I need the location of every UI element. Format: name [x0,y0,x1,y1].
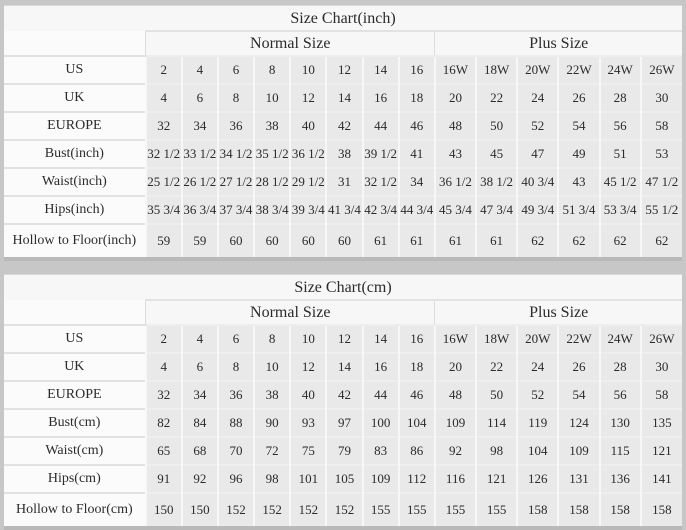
size-value-cell: 30 [641,353,682,381]
corner-cell [4,31,146,56]
size-value-cell: 8 [254,56,290,84]
size-value-cell: 97 [326,409,362,437]
corner-cell [4,300,146,325]
size-value-cell: 16 [363,353,399,381]
size-value-cell: 40 3/4 [517,168,558,196]
table-row [4,437,682,465]
size-value-cell: 18W [476,325,517,353]
size-value-cell: 38 3/4 [254,196,290,224]
size-value-cell: 25 1/2 [146,168,182,196]
size-value-cell: 43 [435,140,476,168]
size-value-cell: 2 [146,56,182,84]
size-value-cell: 50 [476,112,517,140]
size-value-cell: 36 3/4 [182,196,218,224]
size-value-cell: 50 [476,381,517,409]
size-value-cell: 42 [326,112,362,140]
size-value-cell: 26W [641,325,682,353]
size-value-cell: 96 [218,465,254,493]
size-value-cell: 82 [146,409,182,437]
size-value-cell: 12 [326,56,362,84]
size-value-cell: 47 [517,140,558,168]
size-value-cell: 14 [326,84,362,112]
size-value-cell: 51 3/4 [558,196,599,224]
size-value-cell: 6 [218,325,254,353]
size-value-cell: 72 [254,437,290,465]
size-value-cell: 24 [517,353,558,381]
size-chart-cm [4,274,682,530]
size-value-cell: 18W [476,56,517,84]
size-value-cell: 34 1/2 [218,140,254,168]
size-value-cell: 16W [435,325,476,353]
size-value-cell: 54 [558,381,599,409]
row-label: Bust(inch) [4,140,146,168]
table-row [4,381,682,409]
size-value-cell: 34 [182,381,218,409]
size-value-cell: 54 [558,112,599,140]
size-value-cell: 26 [558,353,599,381]
size-value-cell: 109 [558,437,599,465]
table-row [4,493,682,526]
size-value-cell: 20W [517,325,558,353]
size-value-cell: 61 [476,224,517,257]
size-value-cell: 28 [600,353,641,381]
size-value-cell: 60 [254,224,290,257]
size-value-cell: 58 [641,381,682,409]
size-value-cell: 48 [435,381,476,409]
size-value-cell: 135 [641,409,682,437]
size-value-cell: 34 [182,112,218,140]
size-value-cell: 88 [218,409,254,437]
size-value-cell: 75 [290,437,326,465]
table-row [4,112,682,140]
size-value-cell: 158 [641,493,682,526]
size-value-cell: 155 [363,493,399,526]
size-value-cell: 37 3/4 [218,196,254,224]
size-value-cell: 42 [326,381,362,409]
row-label: Waist(cm) [4,437,146,465]
size-value-cell: 141 [641,465,682,493]
size-value-cell: 20 [435,353,476,381]
size-value-cell: 61 [435,224,476,257]
size-value-cell: 114 [476,409,517,437]
table-title: Size Chart(inch) [290,9,396,27]
size-value-cell: 130 [600,409,641,437]
row-label: EUROPE [4,381,146,409]
size-value-cell: 126 [517,465,558,493]
size-value-cell: 86 [399,437,435,465]
size-value-cell: 58 [641,112,682,140]
size-value-cell: 98 [254,465,290,493]
size-value-cell: 4 [182,56,218,84]
size-value-cell: 48 [435,112,476,140]
size-value-cell: 116 [435,465,476,493]
size-value-cell: 4 [146,353,182,381]
normal-size-header: Normal Size [146,300,435,325]
title-row [4,275,682,300]
size-value-cell: 53 [641,140,682,168]
size-value-cell: 79 [326,437,362,465]
size-value-cell: 18 [399,84,435,112]
size-value-cell: 12 [290,84,326,112]
size-value-cell: 41 3/4 [326,196,362,224]
size-value-cell: 60 [218,224,254,257]
size-value-cell: 20 [435,84,476,112]
size-value-cell: 45 1/2 [600,168,641,196]
size-value-cell: 12 [290,353,326,381]
size-value-cell: 16 [399,56,435,84]
size-value-cell: 152 [290,493,326,526]
table-row [4,325,682,353]
size-value-cell: 40 [290,112,326,140]
size-value-cell: 32 [146,381,182,409]
size-chart-inch [4,5,682,261]
plus-size-header: Plus Size [435,300,682,325]
size-value-cell: 53 3/4 [600,196,641,224]
size-value-cell: 6 [182,84,218,112]
row-label: Waist(inch) [4,168,146,196]
size-value-cell: 49 [558,140,599,168]
size-value-cell: 8 [254,325,290,353]
size-value-cell: 22W [558,56,599,84]
size-value-cell: 36 [218,381,254,409]
size-value-cell: 47 3/4 [476,196,517,224]
table-row [4,168,682,196]
size-value-cell: 14 [363,56,399,84]
size-value-cell: 16W [435,56,476,84]
size-value-cell: 6 [218,56,254,84]
size-value-cell: 2 [146,325,182,353]
size-value-cell: 24W [600,56,641,84]
size-value-cell: 28 1/2 [254,168,290,196]
size-value-cell: 29 1/2 [290,168,326,196]
size-value-cell: 55 1/2 [641,196,682,224]
row-label: Hollow to Floor(cm) [4,493,146,526]
row-label: UK [4,353,146,381]
size-value-cell: 8 [218,353,254,381]
normal-size-header: Normal Size [146,31,435,56]
size-value-cell: 33 1/2 [182,140,218,168]
size-value-cell: 136 [600,465,641,493]
size-value-cell: 61 [363,224,399,257]
size-chart-table [4,6,682,257]
size-value-cell: 26 [558,84,599,112]
row-label: Hips(cm) [4,465,146,493]
size-value-cell: 155 [435,493,476,526]
group-header-row [4,300,682,325]
size-value-cell: 31 [326,168,362,196]
size-value-cell: 32 1/2 [363,168,399,196]
size-value-cell: 155 [476,493,517,526]
plus-size-header: Plus Size [435,31,682,56]
size-value-cell: 32 [146,112,182,140]
size-value-cell: 26W [641,56,682,84]
size-value-cell: 155 [399,493,435,526]
size-value-cell: 6 [182,353,218,381]
size-value-cell: 92 [182,465,218,493]
size-value-cell: 26 1/2 [182,168,218,196]
table-row [4,465,682,493]
size-value-cell: 24W [600,325,641,353]
size-value-cell: 27 1/2 [218,168,254,196]
table-row [4,409,682,437]
size-value-cell: 121 [476,465,517,493]
size-value-cell: 14 [326,353,362,381]
size-value-cell: 56 [600,112,641,140]
size-value-cell: 109 [435,409,476,437]
size-value-cell: 83 [363,437,399,465]
size-value-cell: 131 [558,465,599,493]
size-value-cell: 91 [146,465,182,493]
size-value-cell: 59 [146,224,182,257]
size-value-cell: 100 [363,409,399,437]
size-value-cell: 43 [558,168,599,196]
size-value-cell: 16 [363,84,399,112]
size-value-cell: 10 [290,56,326,84]
size-value-cell: 16 [399,325,435,353]
size-value-cell: 62 [641,224,682,257]
size-value-cell: 158 [558,493,599,526]
size-value-cell: 22 [476,353,517,381]
title-row [4,6,682,31]
size-value-cell: 70 [218,437,254,465]
size-value-cell: 152 [254,493,290,526]
size-value-cell: 4 [182,325,218,353]
size-value-cell: 10 [254,84,290,112]
size-value-cell: 112 [399,465,435,493]
size-value-cell: 92 [435,437,476,465]
size-value-cell: 61 [399,224,435,257]
size-value-cell: 158 [600,493,641,526]
size-value-cell: 44 [363,381,399,409]
size-value-cell: 56 [600,381,641,409]
size-value-cell: 60 [290,224,326,257]
size-value-cell: 36 1/2 [435,168,476,196]
size-value-cell: 124 [558,409,599,437]
size-value-cell: 38 [254,381,290,409]
size-value-cell: 10 [290,325,326,353]
size-value-cell: 4 [146,84,182,112]
table-row [4,224,682,257]
size-value-cell: 24 [517,84,558,112]
size-value-cell: 46 [399,112,435,140]
size-value-cell: 121 [641,437,682,465]
size-value-cell: 59 [182,224,218,257]
size-value-cell: 36 [218,112,254,140]
row-label: Hollow to Floor(inch) [4,224,146,257]
group-header-row [4,31,682,56]
size-value-cell: 84 [182,409,218,437]
size-value-cell: 44 [363,112,399,140]
row-label: US [4,56,146,84]
size-value-cell: 105 [326,465,362,493]
size-value-cell: 28 [600,84,641,112]
size-value-cell: 32 1/2 [146,140,182,168]
size-value-cell: 8 [218,84,254,112]
size-value-cell: 22 [476,84,517,112]
size-value-cell: 38 1/2 [476,168,517,196]
row-label: US [4,325,146,353]
size-value-cell: 46 [399,381,435,409]
size-value-cell: 34 [399,168,435,196]
size-value-cell: 51 [600,140,641,168]
size-value-cell: 42 3/4 [363,196,399,224]
size-value-cell: 38 [254,112,290,140]
size-value-cell: 150 [146,493,182,526]
size-value-cell: 49 3/4 [517,196,558,224]
size-value-cell: 20W [517,56,558,84]
size-value-cell: 18 [399,353,435,381]
table-row [4,353,682,381]
table-title: Size Chart(cm) [294,278,392,296]
row-label: UK [4,84,146,112]
size-value-cell: 14 [363,325,399,353]
table-row [4,140,682,168]
table-row [4,196,682,224]
size-value-cell: 60 [326,224,362,257]
size-value-cell: 104 [517,437,558,465]
table-row [4,56,682,84]
size-value-cell: 39 1/2 [363,140,399,168]
size-value-cell: 30 [641,84,682,112]
size-value-cell: 65 [146,437,182,465]
size-value-cell: 35 1/2 [254,140,290,168]
size-value-cell: 44 3/4 [399,196,435,224]
size-value-cell: 45 3/4 [435,196,476,224]
size-value-cell: 150 [182,493,218,526]
size-value-cell: 41 [399,140,435,168]
size-value-cell: 152 [218,493,254,526]
size-chart-table [4,275,682,526]
size-value-cell: 38 [326,140,362,168]
size-value-cell: 35 3/4 [146,196,182,224]
size-value-cell: 52 [517,112,558,140]
size-value-cell: 10 [254,353,290,381]
row-label: Bust(cm) [4,409,146,437]
size-value-cell: 93 [290,409,326,437]
size-value-cell: 119 [517,409,558,437]
size-value-cell: 45 [476,140,517,168]
size-value-cell: 109 [363,465,399,493]
size-value-cell: 52 [517,381,558,409]
row-label: Hips(inch) [4,196,146,224]
size-value-cell: 90 [254,409,290,437]
size-value-cell: 39 3/4 [290,196,326,224]
size-value-cell: 62 [517,224,558,257]
size-value-cell: 22W [558,325,599,353]
size-value-cell: 115 [600,437,641,465]
size-value-cell: 101 [290,465,326,493]
size-value-cell: 98 [476,437,517,465]
size-value-cell: 62 [600,224,641,257]
size-value-cell: 47 1/2 [641,168,682,196]
size-value-cell: 40 [290,381,326,409]
size-value-cell: 152 [326,493,362,526]
size-value-cell: 104 [399,409,435,437]
size-value-cell: 158 [517,493,558,526]
size-value-cell: 68 [182,437,218,465]
table-row [4,84,682,112]
size-value-cell: 12 [326,325,362,353]
size-value-cell: 62 [558,224,599,257]
size-value-cell: 36 1/2 [290,140,326,168]
row-label: EUROPE [4,112,146,140]
